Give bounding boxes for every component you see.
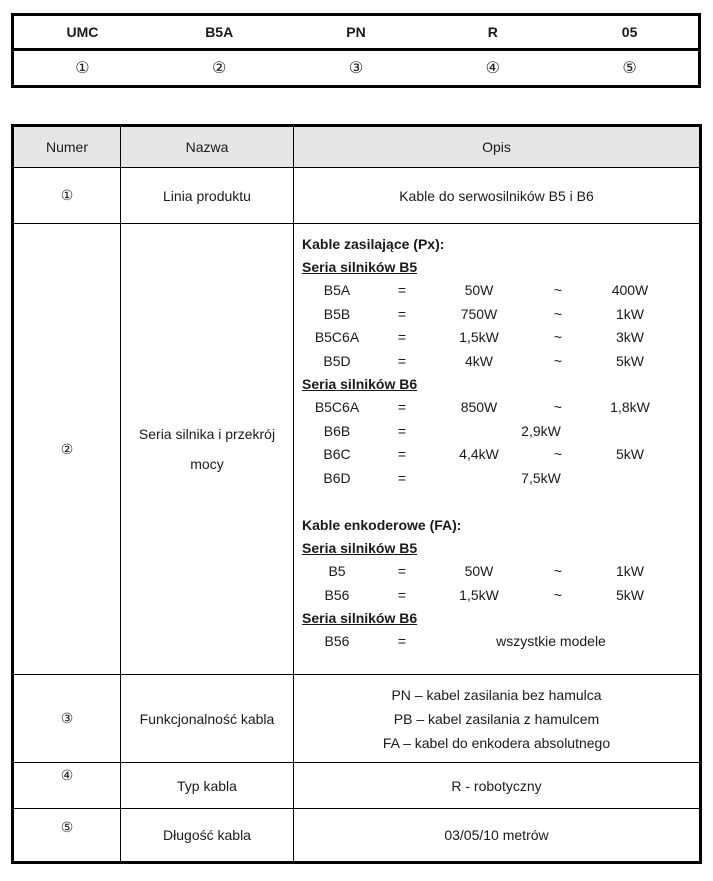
spec-model: B5C6A [314,399,360,415]
power-cables-title: Kable zasilające (Px): [302,236,445,252]
spec-to: 5kW [616,352,644,369]
spec-model: B5D [323,352,351,369]
header-numer: Numer [13,126,121,168]
spec-model: B6D [323,469,351,486]
spec-tilde: ~ [553,563,563,579]
row-number: ⑤ [13,809,121,863]
spec-row [302,420,699,444]
row-number: ③ [13,675,121,763]
spec-equals: = [397,422,407,439]
spec-equals: = [397,329,407,345]
code-row [14,16,698,51]
table-row [13,763,701,809]
row-name: Seria silnika i przekrój mocy [121,224,294,675]
spec-row [302,326,699,350]
spec-from: 850W [460,399,498,415]
row-description: Kable do serwosilników B5 i B6 [294,168,701,224]
spec-row [302,443,699,467]
functionality-fa: FA – kabel do enkodera absolutnego [382,734,611,751]
encoder-b5-series-title: Seria silników B5 [302,540,418,556]
code-segment-functionality: PN [346,23,366,40]
spec-row [302,396,699,420]
spec-equals: = [397,305,407,322]
row-number: ② [13,224,121,675]
code-segment-series-line: UMC [66,23,99,40]
spec-row [302,630,699,654]
header-opis: Opis [294,126,701,168]
spec-from: 1,5kW [459,586,499,603]
spec-model: B5C6A [314,329,360,345]
code-segment-motor-series: B5A [205,23,234,40]
spec-row [302,350,699,374]
marker-1: ① [75,59,90,77]
description-table [11,124,702,864]
spec-equals: = [397,586,407,603]
code-segment-length: 05 [621,23,638,40]
spec-to: 3kW [616,329,644,345]
marker-3: ③ [348,59,364,77]
header-row [13,126,701,168]
spec-to: 5kW [616,586,644,603]
spec-from: 4,4kW [459,446,499,462]
spec-tilde: ~ [553,446,563,462]
spec-model: B5 [328,563,346,579]
spec-to: 1kW [616,305,644,322]
spec-equals: = [397,399,407,415]
spec-tilde: ~ [553,399,563,415]
table-row [13,675,701,763]
marker-4: ④ [485,59,500,77]
power-b5-series-title: Seria silników B5 [302,259,418,275]
row-number: ① [13,168,121,224]
spec-equals: = [397,282,407,298]
spec-equals: = [397,352,407,369]
table-row [13,224,701,675]
spec-equals: = [397,469,407,486]
spec-equals: = [397,446,407,462]
spec-to: 1kW [616,563,644,579]
encoder-b6-series-title: Seria silników B6 [302,610,418,626]
table-row [13,168,701,224]
row-description: 03/05/10 metrów [294,809,701,863]
spec-row [302,584,699,608]
spec-model: B56 [324,586,350,603]
spec-model: B6B [323,422,351,439]
spec-to: 1,8kW [610,399,650,415]
row-name: Typ kabla [121,763,294,809]
spec-tilde: ~ [553,329,563,345]
encoder-cables-title: Kable enkoderowe (FA): [302,517,462,533]
row-description [294,224,701,675]
spec-tilde: ~ [553,352,563,369]
spec-model: B5A [323,282,351,298]
spec-from: 4kW [465,352,493,369]
row-name: Długość kabla [121,809,294,863]
power-b6-series-title: Seria silników B6 [302,376,418,392]
table-row [13,809,701,863]
row-description [294,675,701,763]
row-description: R - robotyczny [294,763,701,809]
functionality-pn: PN – kabel zasilania bez hamulca [391,686,602,703]
functionality-pb: PB – kabel zasilania z hamulcem [393,710,600,727]
spec-single-value: 7,5kW [521,469,561,486]
spec-tilde: ~ [553,305,563,322]
spec-tilde: ~ [553,586,563,603]
spec-tilde: ~ [553,282,563,298]
spec-row [302,560,699,584]
row-number: ④ [13,763,121,809]
spec-model: B6C [323,446,351,462]
spec-from: 1,5kW [459,329,499,345]
spec-to: 5kW [616,446,644,462]
spec-from: 750W [460,305,498,322]
code-segment-cable-type: R [487,23,498,40]
spec-all-models: wszystkie modele [496,633,606,649]
row-name: Funkcjonalność kabla [121,675,294,763]
spec-from: 50W [464,563,494,579]
marker-5: ⑤ [622,59,637,77]
spec-to: 400W [611,282,649,298]
marker-row [14,51,698,86]
spec-model: B5B [323,305,351,322]
row-name: Linia produktu [121,168,294,224]
product-code-table [11,13,701,88]
spacer [302,490,699,514]
spec-single-value: 2,9kW [521,422,561,439]
spec-from: 50W [464,282,494,298]
spec-row [302,303,699,327]
spec-row [302,279,699,303]
spec-equals: = [397,563,407,579]
spec-equals: = [397,633,407,649]
spec-row [302,467,699,491]
header-nazwa: Nazwa [121,126,294,168]
spec-model: B56 [324,633,350,649]
marker-2: ② [212,59,227,77]
